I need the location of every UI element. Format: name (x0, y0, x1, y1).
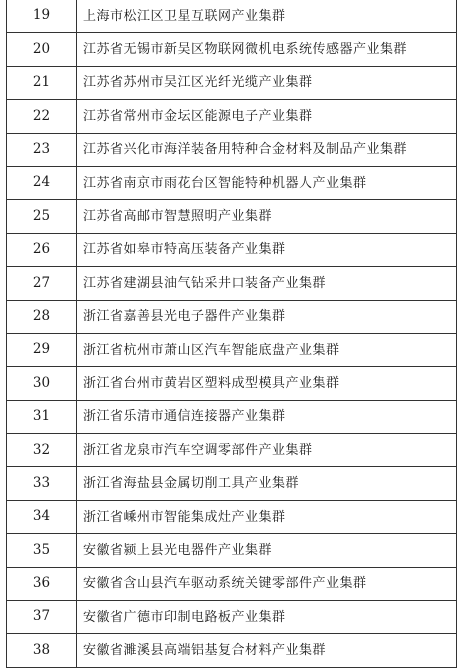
table-row (7, 300, 457, 333)
row-number: 21 (7, 66, 77, 99)
row-number: 37 (7, 601, 77, 634)
table-row (7, 500, 457, 533)
cluster-name: 浙江省台州市黄岩区塑料成型模具产业集群 (77, 367, 457, 400)
cluster-name: 江苏省兴化市海洋装备用特种合金材料及制品产业集群 (77, 133, 457, 166)
row-number: 26 (7, 233, 77, 266)
row-number: 22 (7, 100, 77, 133)
row-number: 28 (7, 300, 77, 333)
table-row (7, 534, 457, 567)
row-number: 36 (7, 567, 77, 600)
table-row (7, 434, 457, 467)
row-number: 20 (7, 33, 77, 66)
cluster-name: 江苏省苏州市吴江区光纤光缆产业集群 (77, 66, 457, 99)
cluster-name: 江苏省建湖县油气钻采井口装备产业集群 (77, 267, 457, 300)
row-number: 30 (7, 367, 77, 400)
cluster-name: 安徽省濉溪县高端铝基复合材料产业集群 (77, 634, 457, 667)
table-row (7, 601, 457, 634)
cluster-table-container (6, 0, 456, 659)
cluster-name: 江苏省常州市金坛区能源电子产业集群 (77, 100, 457, 133)
table-row (7, 100, 457, 133)
table-row (7, 0, 457, 33)
row-number: 33 (7, 467, 77, 500)
table-row (7, 634, 457, 667)
cluster-name: 安徽省广德市印制电路板产业集群 (77, 601, 457, 634)
table-row (7, 133, 457, 166)
row-number: 19 (7, 0, 77, 33)
table-row (7, 567, 457, 600)
row-number: 31 (7, 400, 77, 433)
table-row (7, 467, 457, 500)
table-row (7, 367, 457, 400)
table-row (7, 267, 457, 300)
cluster-name: 安徽省含山县汽车驱动系统关键零部件产业集群 (77, 567, 457, 600)
table-row (7, 233, 457, 266)
cluster-name: 浙江省嵊州市智能集成灶产业集群 (77, 500, 457, 533)
cluster-name: 江苏省南京市雨花台区智能特种机器人产业集群 (77, 166, 457, 199)
row-number: 35 (7, 534, 77, 567)
cluster-name: 江苏省如皋市特高压装备产业集群 (77, 233, 457, 266)
row-number: 24 (7, 166, 77, 199)
cluster-name: 江苏省高邮市智慧照明产业集群 (77, 200, 457, 233)
row-number: 32 (7, 434, 77, 467)
cluster-name: 浙江省乐清市通信连接器产业集群 (77, 400, 457, 433)
cluster-name: 浙江省龙泉市汽车空调零部件产业集群 (77, 434, 457, 467)
row-number: 29 (7, 333, 77, 366)
cluster-name: 上海市松江区卫星互联网产业集群 (77, 0, 457, 33)
cluster-name: 安徽省颍上县光电器件产业集群 (77, 534, 457, 567)
cluster-name: 浙江省杭州市萧山区汽车智能底盘产业集群 (77, 333, 457, 366)
row-number: 27 (7, 267, 77, 300)
row-number: 25 (7, 200, 77, 233)
table-row (7, 66, 457, 99)
table-row (7, 333, 457, 366)
cluster-table-body (7, 0, 457, 667)
table-row (7, 400, 457, 433)
table-row (7, 200, 457, 233)
cluster-name: 江苏省无锡市新吴区物联网微机电系统传感器产业集群 (77, 33, 457, 66)
cluster-table (6, 0, 457, 668)
row-number: 34 (7, 500, 77, 533)
cluster-name: 浙江省海盐县金属切削工具产业集群 (77, 467, 457, 500)
row-number: 38 (7, 634, 77, 667)
table-row (7, 166, 457, 199)
row-number: 23 (7, 133, 77, 166)
cluster-name: 浙江省嘉善县光电子器件产业集群 (77, 300, 457, 333)
table-row (7, 33, 457, 66)
